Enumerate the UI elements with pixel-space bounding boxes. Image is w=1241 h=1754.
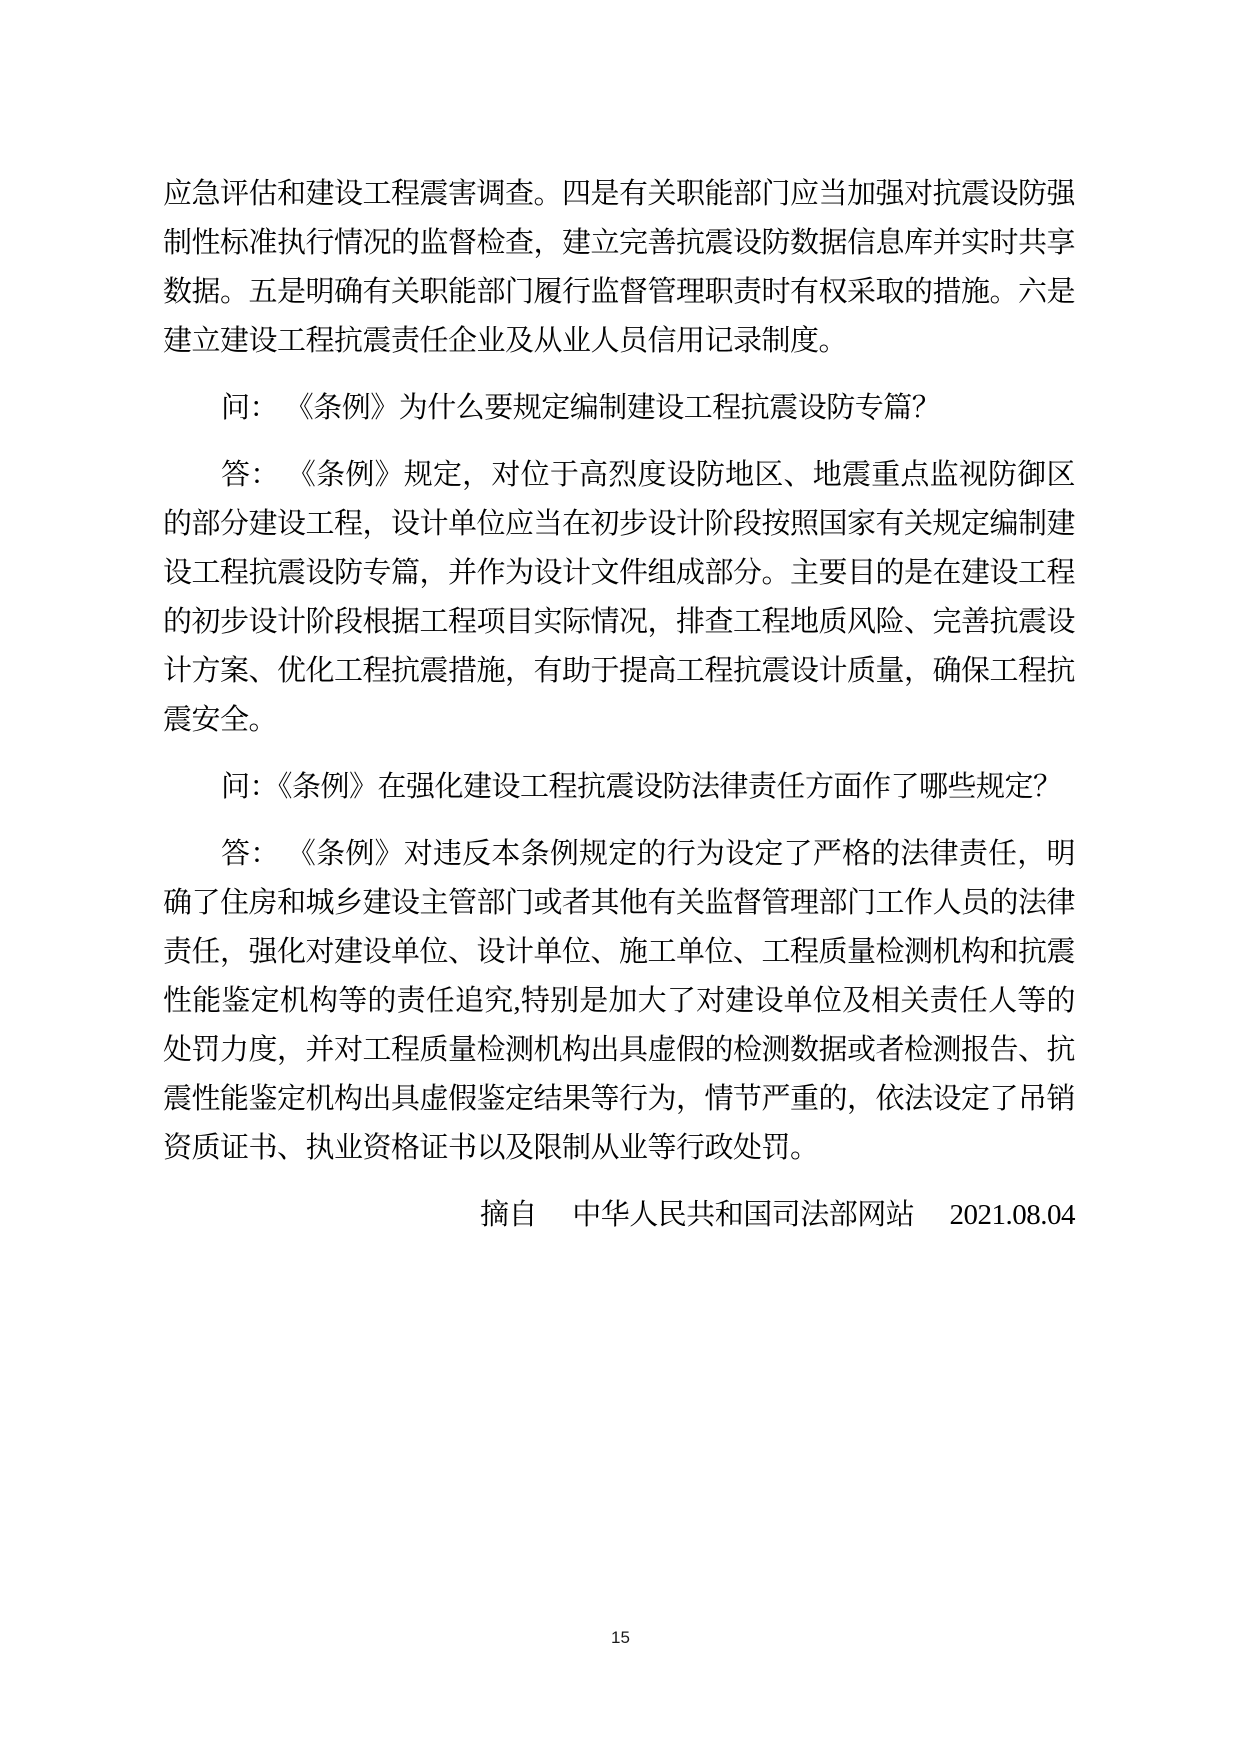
paragraph-question-1: 问： 《条例》为什么要规定编制建设工程抗震设防专篇？ — [221, 392, 941, 424]
paragraph-question-2: 问：《条例》在强化建设工程抗震设防法律责任方面作了哪些规定？ — [221, 771, 1062, 803]
document-body — [163, 170, 1075, 1240]
paragraph-answer-1: 答： 《条例》规定，对位于高烈度设防地区、地震重点监视防御区的部分建设工程，设计单位应当在初步设计阶段按照国家有关规定编制建设工程抗震设防专篇，并作为设计文件组成部分。主要目的是在建设工程的初步设计阶段根据工程项目实际情况，排查工程地质风险、完善抗震设计方案、优化工程抗震措施，有助于提高工程抗震设计质量，确保工程抗震安全。 — [163, 459, 1076, 736]
paragraph-answer-2: 答： 《条例》对违反本条例规定的行为设定了严格的法律责任，明确了住房和城乡建设主管部门或者其他有关监督管理部门工作人员的法律责任，强化对建设单位、设计单位、施工单位、工程质量检测机构和抗震性能鉴定机构等的责任追究,特别是加大了对建设单位及相关责任人等的处罚力度，并对工程质量检测机构出具虚假的检测数据或者检测报告、抗震性能鉴定机构出具虚假鉴定结果等行为，情节严重的，依法设定了吊销资质证书、执业资格证书以及限制从业等行政处罚。 — [163, 838, 1076, 1164]
page-number: 15 — [611, 1628, 630, 1647]
attribution-line: 摘自 中华人民共和国司法部网站 2021.08.04 — [479, 1199, 1075, 1231]
paragraph-continuation: 应急评估和建设工程震害调查。四是有关职能部门应当加强对抗震设防强制性标准执行情况的监督检查，建立完善抗震设防数据信息库并实时共享数据。五是明确有关职能部门履行监督管理职责时有权采取的措施。六是建立建设工程抗震责任企业及从业人员信用记录制度。 — [163, 178, 1076, 357]
